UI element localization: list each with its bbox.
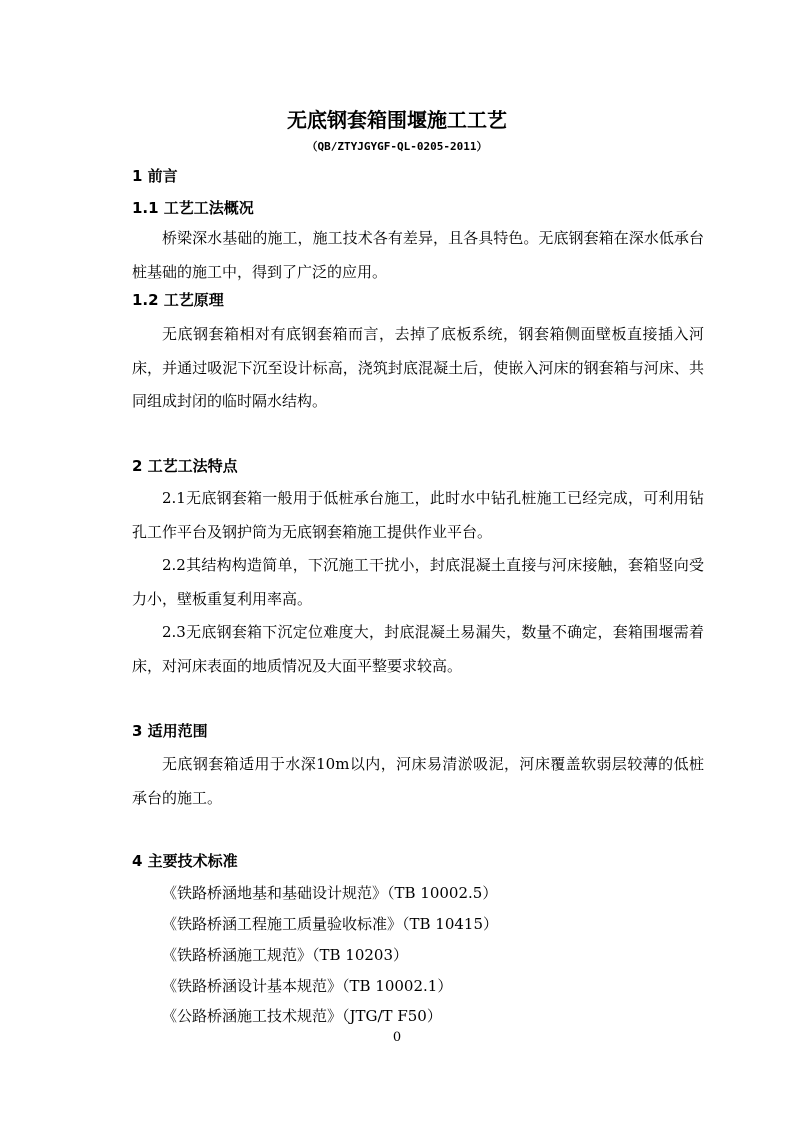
section-1-2-text: 无底钢套箱相对有底钢套箱而言，去掉了底板系统，钢套箱侧面壁板直接插入河床，并通过吸泥下沉至设计标高，浇筑封底混凝土后，使嵌入河床的钢套箱与河床、共同组成封闭的临时隔水结构。 (132, 325, 704, 410)
section-1-1-heading: 1.1 工艺工法概况 (132, 199, 254, 217)
document-title: 无底钢套箱围堰施工工艺 (287, 108, 507, 132)
section-2-item-3: 2.3无底钢套箱下沉定位难度大，封底混凝土易漏失，数量不确定，套箱围堰需着床，对河床表面的地质情况及大面平整要求较高。 (132, 623, 704, 675)
section-4-heading: 4 主要技术标准 (132, 852, 238, 870)
standard-item: 《铁路桥涵施工规范》（TB 10203） (162, 946, 409, 964)
section-2-item-2: 2.2其结构构造简单，下沉施工干扰小，封底混凝土直接与河床接触，套箱竖向受力小，壁板重复利用率高。 (132, 556, 704, 608)
page-number: 0 (392, 1030, 402, 1045)
standard-item: 《铁路桥涵设计基本规范》（TB 10002.1） (162, 977, 453, 995)
document-code: （QB/ZTYJGYGF-QL-0205-2011） (306, 140, 488, 153)
section-3-heading: 3 适用范围 (132, 722, 208, 740)
standard-item: 《铁路桥涵工程施工质量验收标准》（TB 10415） (162, 915, 499, 933)
section-2-heading: 2 工艺工法特点 (132, 457, 238, 475)
section-1-2-heading: 1.2 工艺原理 (132, 291, 224, 309)
section-2-item-1: 2.1无底钢套箱一般用于低桩承台施工，此时水中钻孔桩施工已经完成，可利用钻孔工作平台及钢护筒为无底钢套箱施工提供作业平台。 (132, 489, 704, 541)
standard-item: 《公路桥涵施工技术规范》（JTG/T F50） (162, 1007, 442, 1025)
section-3-text: 无底钢套箱适用于水深10m以内，河床易清淤吸泥，河床覆盖软弱层较薄的低桩承台的施工。 (132, 755, 704, 807)
section-1-1-text: 桥梁深水基础的施工，施工技术各有差异，且各具特色。无底钢套箱在深水低承台桩基础的施工中，得到了广泛的应用。 (132, 229, 704, 281)
section-1-heading: 1 前言 (132, 167, 178, 185)
standard-item: 《铁路桥涵地基和基础设计规范》（TB 10002.5） (162, 884, 498, 902)
